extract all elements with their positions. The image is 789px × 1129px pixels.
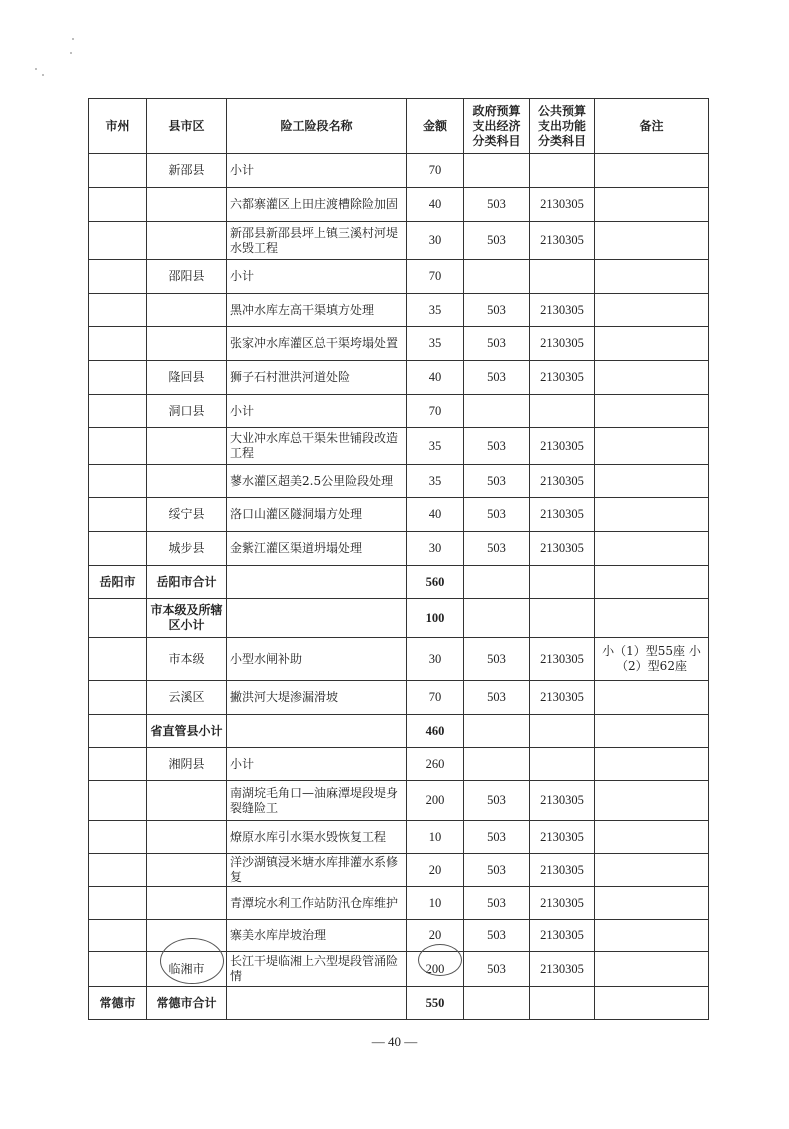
row-county bbox=[147, 781, 227, 821]
row-city bbox=[89, 327, 147, 361]
table-row bbox=[89, 188, 709, 222]
row-econ-class bbox=[464, 715, 530, 748]
row-project: 小计 bbox=[227, 748, 407, 781]
row-city bbox=[89, 821, 147, 854]
row-func-class: 2130305 bbox=[530, 327, 595, 361]
scan-speck bbox=[42, 74, 44, 76]
row-amount: 30 bbox=[407, 532, 464, 566]
row-func-class: 2130305 bbox=[530, 222, 595, 260]
table-row bbox=[89, 781, 709, 821]
row-func-class bbox=[530, 260, 595, 294]
table-row bbox=[89, 327, 709, 361]
row-func-class: 2130305 bbox=[530, 952, 595, 987]
row-amount: 200 bbox=[407, 781, 464, 821]
row-note bbox=[595, 361, 709, 395]
row-project: 青潭垸水利工作站防汛仓库维护 bbox=[227, 887, 407, 920]
table-row bbox=[89, 887, 709, 920]
row-county: 岳阳市合计 bbox=[147, 566, 227, 599]
row-note bbox=[595, 154, 709, 188]
row-func-class: 2130305 bbox=[530, 854, 595, 887]
row-note bbox=[595, 821, 709, 854]
row-amount: 460 bbox=[407, 715, 464, 748]
row-amount: 70 bbox=[407, 395, 464, 428]
table-row bbox=[89, 361, 709, 395]
row-amount: 200 bbox=[407, 952, 464, 987]
header-func-class: 公共预算支出功能分类科目 bbox=[530, 99, 595, 154]
row-project: 大业冲水库总干渠朱世铺段改造工程 bbox=[227, 428, 407, 465]
row-note bbox=[595, 498, 709, 532]
row-econ-class bbox=[464, 154, 530, 188]
row-city bbox=[89, 854, 147, 887]
table-row bbox=[89, 952, 709, 987]
row-amount: 550 bbox=[407, 987, 464, 1020]
row-amount: 10 bbox=[407, 821, 464, 854]
row-project: 小计 bbox=[227, 154, 407, 188]
row-county: 云溪区 bbox=[147, 681, 227, 715]
row-note bbox=[595, 920, 709, 952]
row-econ-class: 503 bbox=[464, 532, 530, 566]
table-row bbox=[89, 715, 709, 748]
table-row bbox=[89, 154, 709, 188]
row-econ-class: 503 bbox=[464, 498, 530, 532]
row-econ-class: 503 bbox=[464, 361, 530, 395]
table-row bbox=[89, 294, 709, 327]
row-project: 张家冲水库灌区总干渠垮塌处置 bbox=[227, 327, 407, 361]
row-econ-class bbox=[464, 566, 530, 599]
row-amount: 100 bbox=[407, 599, 464, 638]
row-county: 湘阴县 bbox=[147, 748, 227, 781]
row-city bbox=[89, 532, 147, 566]
row-econ-class: 503 bbox=[464, 222, 530, 260]
table-header-row bbox=[89, 99, 709, 154]
row-note bbox=[595, 781, 709, 821]
row-note bbox=[595, 681, 709, 715]
row-amount: 30 bbox=[407, 222, 464, 260]
row-city bbox=[89, 715, 147, 748]
row-amount: 70 bbox=[407, 154, 464, 188]
row-note bbox=[595, 294, 709, 327]
header-amount: 金额 bbox=[407, 99, 464, 154]
row-county: 市本级 bbox=[147, 638, 227, 681]
row-amount: 70 bbox=[407, 681, 464, 715]
row-note: 小（1）型55座 小（2）型62座 bbox=[595, 638, 709, 681]
row-amount: 35 bbox=[407, 294, 464, 327]
row-county: 常德市合计 bbox=[147, 987, 227, 1020]
row-note bbox=[595, 465, 709, 498]
row-func-class bbox=[530, 748, 595, 781]
row-county: 城步县 bbox=[147, 532, 227, 566]
row-func-class: 2130305 bbox=[530, 638, 595, 681]
table-row bbox=[89, 222, 709, 260]
row-amount: 35 bbox=[407, 465, 464, 498]
row-county bbox=[147, 920, 227, 952]
row-func-class bbox=[530, 599, 595, 638]
row-func-class: 2130305 bbox=[530, 821, 595, 854]
table-row bbox=[89, 395, 709, 428]
row-project: 燎原水库引水渠水毁恢复工程 bbox=[227, 821, 407, 854]
row-amount: 10 bbox=[407, 887, 464, 920]
page-number: — 40 — bbox=[371, 1034, 418, 1049]
header-note: 备注 bbox=[595, 99, 709, 154]
row-econ-class: 503 bbox=[464, 294, 530, 327]
row-note bbox=[595, 715, 709, 748]
table-row bbox=[89, 854, 709, 887]
row-city bbox=[89, 361, 147, 395]
row-econ-class: 503 bbox=[464, 952, 530, 987]
row-amount: 70 bbox=[407, 260, 464, 294]
row-amount: 40 bbox=[407, 361, 464, 395]
row-note bbox=[595, 327, 709, 361]
row-city bbox=[89, 887, 147, 920]
row-econ-class bbox=[464, 748, 530, 781]
row-note bbox=[595, 188, 709, 222]
row-city bbox=[89, 294, 147, 327]
row-city bbox=[89, 920, 147, 952]
row-city bbox=[89, 188, 147, 222]
row-func-class bbox=[530, 566, 595, 599]
row-econ-class: 503 bbox=[464, 854, 530, 887]
row-note bbox=[595, 395, 709, 428]
row-func-class: 2130305 bbox=[530, 465, 595, 498]
row-project: 蓼水灌区超美2.5公里险段处理 bbox=[227, 465, 407, 498]
table-row bbox=[89, 638, 709, 681]
row-project: 长江干堤临湘上六型堤段管涌险情 bbox=[227, 952, 407, 987]
row-amount: 40 bbox=[407, 498, 464, 532]
row-city bbox=[89, 465, 147, 498]
table-row bbox=[89, 821, 709, 854]
row-note bbox=[595, 854, 709, 887]
row-note bbox=[595, 748, 709, 781]
row-county: 邵阳县 bbox=[147, 260, 227, 294]
table-row bbox=[89, 498, 709, 532]
row-note bbox=[595, 599, 709, 638]
row-city bbox=[89, 428, 147, 465]
row-note bbox=[595, 987, 709, 1020]
row-amount: 30 bbox=[407, 638, 464, 681]
scan-speck bbox=[70, 52, 72, 54]
row-func-class bbox=[530, 154, 595, 188]
row-func-class: 2130305 bbox=[530, 920, 595, 952]
row-func-class: 2130305 bbox=[530, 681, 595, 715]
row-note bbox=[595, 428, 709, 465]
row-city bbox=[89, 222, 147, 260]
row-func-class bbox=[530, 715, 595, 748]
row-county bbox=[147, 222, 227, 260]
row-city bbox=[89, 748, 147, 781]
row-note bbox=[595, 566, 709, 599]
row-func-class: 2130305 bbox=[530, 294, 595, 327]
row-project: 六都寨灌区上田庄渡槽除险加固 bbox=[227, 188, 407, 222]
row-note bbox=[595, 260, 709, 294]
row-city bbox=[89, 260, 147, 294]
row-project: 寨美水库岸坡治理 bbox=[227, 920, 407, 952]
row-county: 临湘市 bbox=[147, 952, 227, 987]
row-func-class bbox=[530, 987, 595, 1020]
row-county: 省直管县小计 bbox=[147, 715, 227, 748]
row-amount: 560 bbox=[407, 566, 464, 599]
budget-table bbox=[88, 98, 709, 1020]
row-note bbox=[595, 532, 709, 566]
row-amount: 35 bbox=[407, 327, 464, 361]
table-row bbox=[89, 748, 709, 781]
table-row bbox=[89, 599, 709, 638]
header-econ-class: 政府预算支出经济分类科目 bbox=[464, 99, 530, 154]
row-project: 狮子石村泄洪河道处险 bbox=[227, 361, 407, 395]
row-func-class: 2130305 bbox=[530, 428, 595, 465]
row-econ-class: 503 bbox=[464, 681, 530, 715]
table-row bbox=[89, 532, 709, 566]
row-econ-class bbox=[464, 395, 530, 428]
table-row bbox=[89, 681, 709, 715]
row-city bbox=[89, 498, 147, 532]
row-project bbox=[227, 599, 407, 638]
row-econ-class: 503 bbox=[464, 465, 530, 498]
table-row bbox=[89, 260, 709, 294]
row-func-class: 2130305 bbox=[530, 532, 595, 566]
row-econ-class: 503 bbox=[464, 428, 530, 465]
row-county bbox=[147, 188, 227, 222]
row-county bbox=[147, 465, 227, 498]
row-project: 小型水闸补助 bbox=[227, 638, 407, 681]
table-row bbox=[89, 465, 709, 498]
row-county: 洞口县 bbox=[147, 395, 227, 428]
row-county bbox=[147, 294, 227, 327]
row-amount: 20 bbox=[407, 920, 464, 952]
row-project: 新邵县新邵县坪上镇三溪村河堤水毁工程 bbox=[227, 222, 407, 260]
header-county: 县市区 bbox=[147, 99, 227, 154]
scan-speck bbox=[35, 68, 37, 70]
row-city bbox=[89, 681, 147, 715]
row-project bbox=[227, 987, 407, 1020]
row-func-class: 2130305 bbox=[530, 361, 595, 395]
row-county: 隆回县 bbox=[147, 361, 227, 395]
row-county bbox=[147, 887, 227, 920]
row-note bbox=[595, 222, 709, 260]
row-econ-class: 503 bbox=[464, 887, 530, 920]
header-city: 市州 bbox=[89, 99, 147, 154]
row-econ-class: 503 bbox=[464, 327, 530, 361]
table-row bbox=[89, 987, 709, 1020]
row-county: 新邵县 bbox=[147, 154, 227, 188]
row-project: 南湖垸毛角口—油麻潭堤段堤身裂缝险工 bbox=[227, 781, 407, 821]
row-econ-class: 503 bbox=[464, 638, 530, 681]
row-county bbox=[147, 854, 227, 887]
row-amount: 35 bbox=[407, 428, 464, 465]
row-project: 小计 bbox=[227, 260, 407, 294]
row-amount: 40 bbox=[407, 188, 464, 222]
row-county: 绥宁县 bbox=[147, 498, 227, 532]
row-project bbox=[227, 566, 407, 599]
row-city: 常德市 bbox=[89, 987, 147, 1020]
row-city bbox=[89, 154, 147, 188]
row-note bbox=[595, 887, 709, 920]
row-county bbox=[147, 821, 227, 854]
row-city: 岳阳市 bbox=[89, 566, 147, 599]
row-econ-class bbox=[464, 987, 530, 1020]
table-row bbox=[89, 566, 709, 599]
table-row bbox=[89, 920, 709, 952]
row-city bbox=[89, 952, 147, 987]
row-econ-class: 503 bbox=[464, 920, 530, 952]
row-project: 金紫江灌区渠道坍塌处理 bbox=[227, 532, 407, 566]
scan-speck bbox=[72, 38, 74, 40]
row-project bbox=[227, 715, 407, 748]
row-func-class: 2130305 bbox=[530, 781, 595, 821]
row-county bbox=[147, 428, 227, 465]
row-project: 黑冲水库左高干渠填方处理 bbox=[227, 294, 407, 327]
row-city bbox=[89, 781, 147, 821]
row-note bbox=[595, 952, 709, 987]
row-project: 洋沙湖镇浸米塘水库排灌水系修复 bbox=[227, 854, 407, 887]
row-city bbox=[89, 638, 147, 681]
row-city bbox=[89, 395, 147, 428]
row-econ-class bbox=[464, 599, 530, 638]
row-econ-class: 503 bbox=[464, 781, 530, 821]
row-func-class: 2130305 bbox=[530, 188, 595, 222]
row-func-class: 2130305 bbox=[530, 887, 595, 920]
table-row bbox=[89, 428, 709, 465]
header-project: 险工险段名称 bbox=[227, 99, 407, 154]
row-project: 洛口山灌区隧洞塌方处理 bbox=[227, 498, 407, 532]
row-project: 撇洪河大堤渗漏滑坡 bbox=[227, 681, 407, 715]
row-amount: 20 bbox=[407, 854, 464, 887]
row-econ-class bbox=[464, 260, 530, 294]
row-econ-class: 503 bbox=[464, 188, 530, 222]
row-econ-class: 503 bbox=[464, 821, 530, 854]
row-county bbox=[147, 327, 227, 361]
row-project: 小计 bbox=[227, 395, 407, 428]
row-func-class bbox=[530, 395, 595, 428]
row-city bbox=[89, 599, 147, 638]
row-amount: 260 bbox=[407, 748, 464, 781]
row-func-class: 2130305 bbox=[530, 498, 595, 532]
table-body bbox=[89, 154, 709, 1020]
row-county: 市本级及所辖区小计 bbox=[147, 599, 227, 638]
